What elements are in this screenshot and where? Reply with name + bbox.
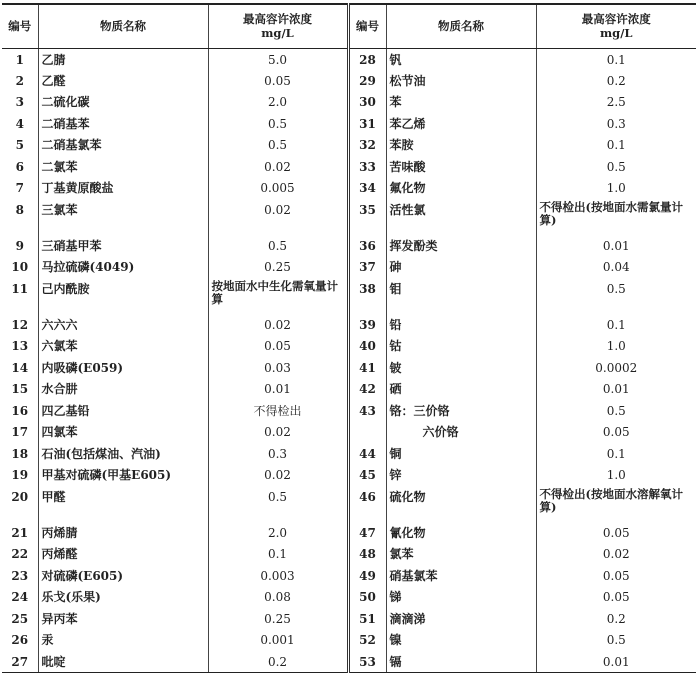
max-concentration: 0.02 (602, 547, 630, 561)
max-concentration: 0.2 (606, 611, 626, 626)
row-number: 38 (348, 278, 386, 314)
substance-name: 四氯苯 (38, 421, 208, 443)
table-row (2, 651, 696, 673)
table-row (2, 256, 696, 278)
substance-name: 铜 (386, 443, 536, 465)
max-concentration: 0.02 (208, 421, 348, 443)
max-concentration: 0.05 (602, 568, 630, 583)
max-concentration: 1.0 (606, 181, 626, 195)
table-row (2, 113, 696, 135)
table-row (2, 177, 696, 199)
substance-name: 二硝基苯 (38, 113, 208, 135)
row-number: 34 (348, 177, 386, 199)
max-concentration: 0.1 (606, 138, 626, 152)
header-num-left: 编号 (2, 4, 38, 48)
row-number: 22 (2, 543, 38, 565)
max-concentration: 0.005 (208, 177, 348, 199)
max-concentration: 0.5 (606, 633, 626, 647)
max-concentration: 0.3 (208, 443, 348, 465)
row-number: 6 (2, 156, 38, 178)
max-concentration: 1.0 (606, 339, 626, 353)
substance-name: 甲基对硫磷(甲基E605) (38, 464, 208, 486)
table-row (2, 278, 696, 314)
substance-name: 松节油 (386, 70, 536, 92)
substance-name: 钒 (386, 48, 536, 70)
row-number: 25 (2, 608, 38, 630)
substance-name: 内吸磷(E059) (38, 357, 208, 379)
row-number: 15 (2, 378, 38, 400)
row-number: 19 (2, 464, 38, 486)
table-row (2, 565, 696, 587)
row-number: 49 (348, 565, 386, 587)
table-row (2, 235, 696, 257)
row-number: 53 (348, 651, 386, 673)
row-number: 51 (348, 608, 386, 630)
max-concentration: 2.0 (208, 91, 348, 113)
substance-name: 锌 (386, 464, 536, 486)
row-number (348, 421, 386, 443)
max-concentration: 0.5 (208, 113, 348, 135)
row-number: 2 (2, 70, 38, 92)
row-number: 14 (2, 357, 38, 379)
substance-name: 镍 (386, 629, 536, 651)
substance-name: 二氯苯 (38, 156, 208, 178)
row-number: 42 (348, 378, 386, 400)
row-number: 13 (2, 335, 38, 357)
table-row (2, 335, 696, 357)
substance-name: 滴滴涕 (386, 608, 536, 630)
substance-name: 异丙苯 (38, 608, 208, 630)
row-number: 20 (2, 486, 38, 522)
substance-name: 丙烯醛 (38, 543, 208, 565)
substance-name: 铬：三价铬 (386, 400, 536, 422)
substance-name: 丙烯腈 (38, 522, 208, 544)
substance-name: 甲醛 (38, 486, 208, 522)
table-row (2, 314, 696, 336)
max-concentration: 2.0 (208, 522, 348, 544)
row-number: 27 (2, 651, 38, 673)
row-number: 12 (2, 314, 38, 336)
header-name-left: 物质名称 (38, 4, 208, 48)
max-concentration: 0.0002 (595, 360, 638, 375)
max-concentration: 0.01 (602, 238, 630, 253)
max-concentration: 0.001 (208, 629, 348, 651)
row-number: 10 (2, 256, 38, 278)
row-number: 24 (2, 586, 38, 608)
row-number: 43 (348, 400, 386, 422)
substance-name: 氯苯 (386, 543, 536, 565)
table-header (2, 4, 696, 48)
substance-name: 氰化物 (386, 522, 536, 544)
max-concentration: 0.01 (536, 651, 696, 673)
row-number: 26 (2, 629, 38, 651)
max-concentration: 0.02 (208, 464, 348, 486)
header-limit-label: 最高容许浓度 (243, 12, 312, 27)
header-limit-unit: mg/L (600, 26, 633, 41)
substance-name: 水合肼 (38, 378, 208, 400)
max-concentration: 不得检出(按地面水溶解氧计算) (539, 486, 683, 514)
substance-name: 铍 (386, 357, 536, 379)
row-number: 35 (348, 199, 386, 235)
substance-name: 锑 (386, 586, 536, 608)
row-number: 5 (2, 134, 38, 156)
row-number: 33 (348, 156, 386, 178)
row-number: 16 (2, 400, 38, 422)
row-number: 4 (2, 113, 38, 135)
substance-name: 石油(包括煤油、汽油) (38, 443, 208, 465)
table-row (2, 378, 696, 400)
table-row (2, 357, 696, 379)
substance-name: 乙腈 (38, 48, 208, 70)
max-concentration: 0.05 (208, 335, 348, 357)
table-row (2, 522, 696, 544)
max-concentration-table (2, 3, 696, 673)
row-number: 41 (348, 357, 386, 379)
max-concentration: 5.0 (208, 48, 348, 70)
max-concentration: 0.2 (208, 651, 348, 673)
table-row (2, 70, 696, 92)
max-concentration: 2.5 (606, 95, 626, 109)
substance-name: 硝基氯苯 (386, 565, 536, 587)
table-row (2, 91, 696, 113)
max-concentration: 按地面水中生化需氧量计算 (208, 278, 348, 314)
row-number: 44 (348, 443, 386, 465)
row-number: 40 (348, 335, 386, 357)
max-concentration: 0.5 (606, 403, 626, 418)
table-body (2, 48, 696, 672)
substance-name: 挥发酚类 (386, 235, 536, 257)
row-number: 37 (348, 256, 386, 278)
table-row (2, 156, 696, 178)
row-number: 47 (348, 522, 386, 544)
row-number: 52 (348, 629, 386, 651)
header-limit-label: 最高容许浓度 (581, 12, 651, 27)
max-concentration: 0.01 (208, 378, 348, 400)
substance-name: 苯乙烯 (386, 113, 536, 135)
substance-name: 苯 (386, 91, 536, 113)
row-number: 36 (348, 235, 386, 257)
row-number: 31 (348, 113, 386, 135)
substance-name: 氟化物 (386, 177, 536, 199)
header-name-right: 物质名称 (386, 4, 536, 48)
substance-name: 汞 (38, 629, 208, 651)
max-concentration: 0.3 (606, 116, 626, 131)
row-number: 45 (348, 464, 386, 486)
row-number: 1 (2, 48, 38, 70)
substance-name: 三硝基甲苯 (38, 235, 208, 257)
max-concentration: 0.25 (208, 256, 348, 278)
substance-name: 钼 (386, 278, 536, 314)
row-number: 32 (348, 134, 386, 156)
substance-name: 二硫化碳 (38, 91, 208, 113)
row-number: 11 (2, 278, 38, 314)
max-concentration: 0.5 (606, 159, 626, 174)
max-concentration: 0.01 (602, 382, 630, 396)
row-number: 3 (2, 91, 38, 113)
row-number: 8 (2, 199, 38, 235)
max-concentration: 0.08 (208, 586, 348, 608)
table-row (2, 400, 696, 422)
header-limit-unit: mg/L (261, 26, 294, 41)
substance-name: 苦味酸 (386, 156, 536, 178)
table-row (2, 629, 696, 651)
row-number: 28 (348, 48, 386, 70)
substance-name: 吡啶 (38, 651, 208, 673)
substance-name: 砷 (386, 256, 536, 278)
substance-name: 苯胺 (386, 134, 536, 156)
table-row (2, 443, 696, 465)
header-limit-right (536, 4, 696, 48)
max-concentration: 0.05 (602, 425, 630, 439)
max-concentration: 0.1 (606, 52, 626, 67)
max-concentration: 0.03 (208, 357, 348, 379)
substance-name: 己内酰胺 (38, 278, 208, 314)
substance-name: 马拉硫磷(4049) (38, 256, 208, 278)
table-row (2, 421, 696, 443)
max-concentration: 0.2 (606, 73, 626, 88)
row-number: 50 (348, 586, 386, 608)
table-row (2, 486, 696, 522)
substance-name: 丁基黄原酸盐 (38, 177, 208, 199)
max-concentration: 0.1 (606, 317, 626, 332)
table-row (2, 543, 696, 565)
table-row (2, 199, 696, 235)
max-concentration: 0.1 (606, 446, 626, 461)
row-number: 29 (348, 70, 386, 92)
max-concentration: 0.05 (602, 525, 630, 540)
substance-name: 六六六 (38, 314, 208, 336)
substance-name: 乐戈(乐果) (38, 586, 208, 608)
table-row (2, 48, 696, 70)
max-concentration: 0.003 (208, 565, 348, 587)
max-concentration: 0.02 (208, 314, 348, 336)
table-row (2, 464, 696, 486)
substance-name: 三氯苯 (38, 199, 208, 235)
max-concentration: 0.05 (208, 70, 348, 92)
substance-name: 铅 (386, 314, 536, 336)
row-number: 23 (2, 565, 38, 587)
substance-name: 硒 (386, 378, 536, 400)
max-concentration: 0.5 (208, 486, 348, 522)
substance-name: 硫化物 (386, 486, 536, 522)
max-concentration: 0.1 (208, 543, 348, 565)
row-number: 7 (2, 177, 38, 199)
max-concentration: 0.04 (602, 260, 630, 274)
row-number: 21 (2, 522, 38, 544)
max-concentration: 0.5 (208, 134, 348, 156)
max-concentration: 0.05 (602, 590, 630, 604)
substance-name: 六氯苯 (38, 335, 208, 357)
substance-name: 对硫磷(E605) (38, 565, 208, 587)
substance-name: 六价铬 (386, 421, 536, 443)
row-number: 48 (348, 543, 386, 565)
max-concentration: 不得检出(按地面水需氯量计算) (539, 199, 683, 227)
header-limit-left (208, 4, 348, 48)
row-number: 46 (348, 486, 386, 522)
max-concentration: 1.0 (606, 468, 626, 482)
row-number: 39 (348, 314, 386, 336)
max-concentration: 0.5 (606, 281, 626, 296)
max-concentration: 0.25 (208, 608, 348, 630)
substance-name: 四乙基铅 (38, 400, 208, 422)
substance-name: 镉 (386, 651, 536, 673)
header-num-right: 编号 (348, 4, 386, 48)
max-concentration: 0.02 (208, 156, 348, 178)
table-row (2, 586, 696, 608)
substance-name: 活性氯 (386, 199, 536, 235)
table-row (2, 134, 696, 156)
max-concentration: 不得检出 (208, 400, 348, 422)
substance-name: 乙醛 (38, 70, 208, 92)
row-number: 30 (348, 91, 386, 113)
substance-name: 钴 (386, 335, 536, 357)
substance-name: 二硝基氯苯 (38, 134, 208, 156)
table-row (2, 608, 696, 630)
max-concentration: 0.5 (208, 235, 348, 257)
row-number: 17 (2, 421, 38, 443)
row-number: 18 (2, 443, 38, 465)
row-number: 9 (2, 235, 38, 257)
max-concentration: 0.02 (208, 199, 348, 235)
